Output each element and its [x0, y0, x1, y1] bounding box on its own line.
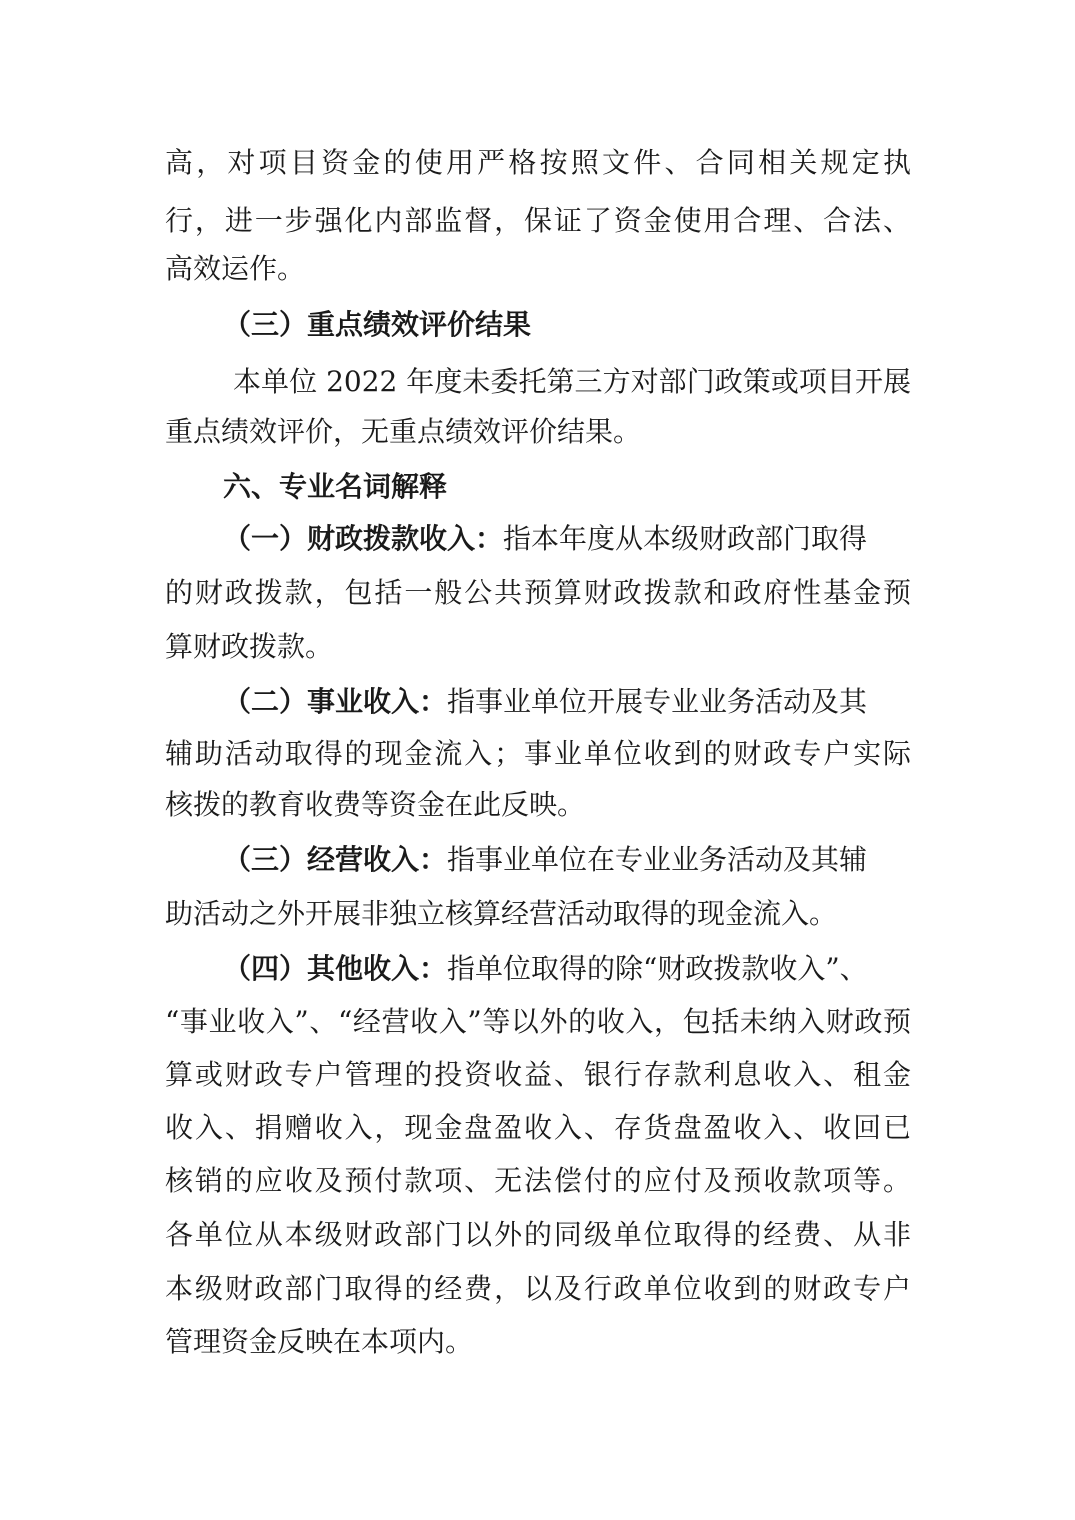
paragraph-line: 本单位 2022 年度未委托第三方对部门政策或项目开展	[233, 365, 911, 398]
term-definition: 指事业单位在专业业务活动及其辅	[447, 843, 868, 876]
term-line	[223, 675, 911, 729]
section-heading: 六、专业名词解释	[223, 470, 448, 503]
term-definition: 指事业单位开展专业业务活动及其	[447, 685, 868, 718]
term-label: （一）财政拨款收入：	[223, 522, 504, 555]
paragraph-line: 高，对项目资金的使用严格按照文件、合同相关规定执	[165, 146, 911, 179]
term-line	[223, 512, 911, 566]
paragraph-line: 核拨的教育收费等资金在此反映。	[165, 788, 586, 821]
paragraph-line: 算或财政专户管理的投资收益、银行存款利息收入、租金	[165, 1058, 911, 1091]
paragraph-line: 核销的应收及预付款项、无法偿付的应付及预收款项等。	[165, 1164, 911, 1197]
paragraph-line: 重点绩效评价，无重点绩效评价结果。	[165, 415, 642, 448]
term-definition: 指单位取得的除“财政拨款收入”、	[447, 952, 868, 985]
section-heading: （三）重点绩效评价结果	[223, 308, 532, 341]
paragraph-line: 算财政拨款。	[165, 630, 334, 663]
term-label: （四）其他收入：	[223, 952, 448, 985]
paragraph-line: 高效运作。	[165, 252, 306, 285]
paragraph-line: 本级财政部门取得的经费，以及行政单位收到的财政专户	[165, 1272, 911, 1305]
paragraph-line: 的财政拨款，包括一般公共预算财政拨款和政府性基金预	[165, 576, 911, 609]
paragraph-line: 助活动之外开展非独立核算经营活动取得的现金流入。	[165, 897, 838, 930]
term-label: （三）经营收入：	[223, 843, 448, 876]
paragraph-line: 行，进一步强化内部监督，保证了资金使用合理、合法、	[165, 204, 911, 237]
term-line	[223, 942, 911, 996]
paragraph-line: 各单位从本级财政部门以外的同级单位取得的经费、从非	[165, 1218, 911, 1251]
paragraph-line: 收入、捐赠收入，现金盘盈收入、存货盘盈收入、收回已	[165, 1111, 911, 1144]
term-label: （二）事业收入：	[223, 685, 448, 718]
term-line	[223, 833, 911, 887]
paragraph-line: 辅助活动取得的现金流入；事业单位收到的财政专户实际	[165, 737, 911, 770]
term-definition: 指本年度从本级财政部门取得	[503, 522, 868, 555]
paragraph-line: “事业收入”、“经营收入”等以外的收入，包括未纳入财政预	[165, 1005, 911, 1038]
paragraph-line: 管理资金反映在本项内。	[165, 1325, 474, 1358]
